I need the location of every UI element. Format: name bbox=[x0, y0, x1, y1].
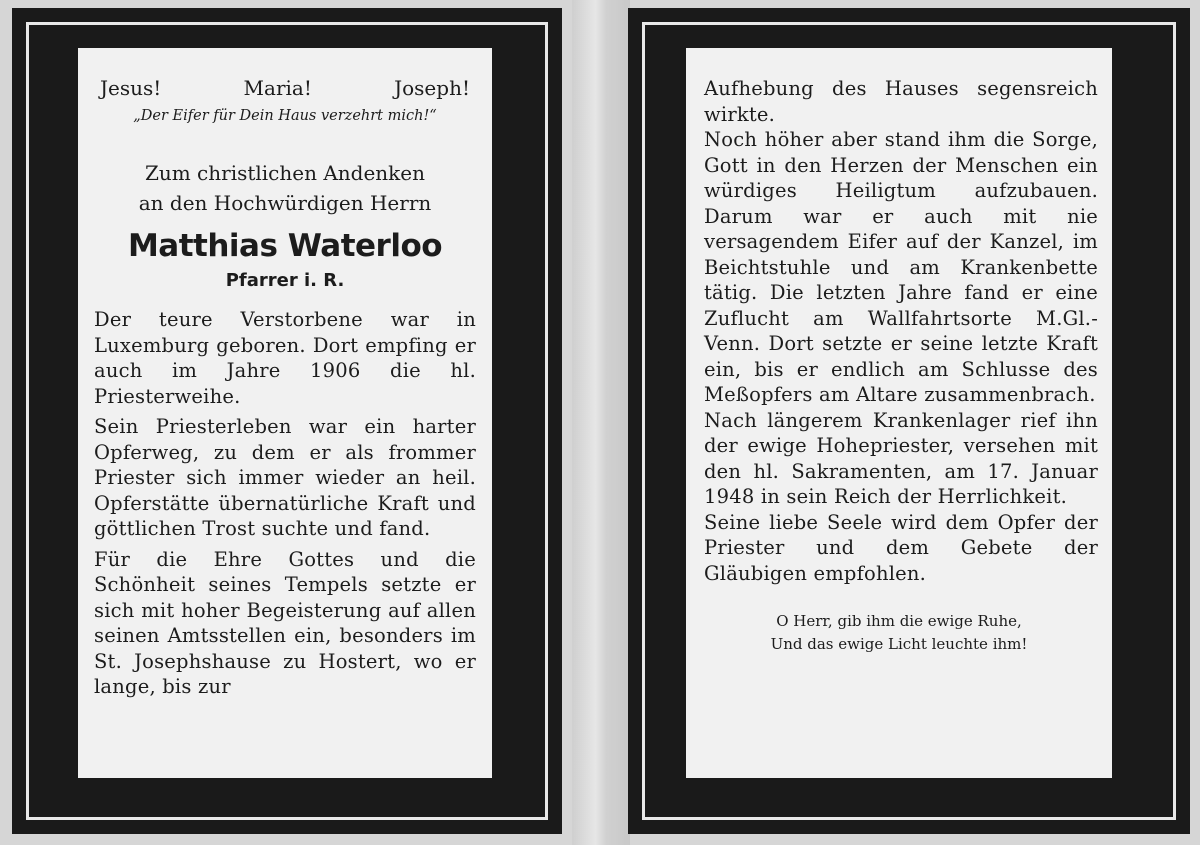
card-text-area bbox=[686, 48, 1112, 778]
invocation-maria: Maria! bbox=[243, 76, 312, 100]
memorial-card-right bbox=[628, 8, 1190, 834]
invocation-joseph: Joseph! bbox=[394, 76, 470, 100]
biography-paragraph: Der teure Verstorbene war in Luxemburg geboren. Dort empfing er auch im Jahre 1906 die hl. Priesterweihe. bbox=[94, 308, 476, 408]
memorial-card-left bbox=[12, 8, 562, 834]
memorial-line-2: an den Hochwürdigen Herrn bbox=[138, 191, 432, 215]
biography-paragraph: Sein Priesterleben war ein harter Opferweg, zu dem er als frommer Priester sich immer wieder an heil. Opferstätte übernatürliche Kraft und göttlichen Trost suchte und fand. bbox=[94, 415, 476, 540]
deceased-title: Pfarrer i. R. bbox=[225, 270, 345, 291]
motto: „Der Eifer für Dein Haus verzehrt mich!“ bbox=[133, 108, 437, 124]
center-fold bbox=[572, 0, 630, 845]
deceased-name: Matthias Waterloo bbox=[127, 228, 443, 264]
biography-paragraph: Für die Ehre Gottes und die Schönheit seines Tempels setzte er sich mit hoher Begeisterung auf allen seinen Amtsstellen ein, besonders im St. Josephshause zu Hostert, wo er lange, bis zur bbox=[94, 547, 476, 698]
biography-paragraph: Noch höher aber stand ihm die Sorge, Gott in den Herzen der Menschen ein würdiges Heiligtum aufzubauen. Darum war er auch mit nie versagendem Eifer auf der Kanzel, im Beichtstuhle und am Krankenbette tätig. Die letzten Jahre fand er eine Zuflucht am Wallfahrtsorte M.Gl.-Venn. Dort setzte er seine letzte Kraft ein, bis er endlich am Schlusse des Meßopfers am Altare zusammenbrach. bbox=[704, 128, 1098, 406]
holy-family-invocation bbox=[100, 76, 470, 100]
biography-paragraph: Seine liebe Seele wird dem Opfer der Priester und dem Gebete der Gläubigen empfohlen. bbox=[704, 510, 1098, 585]
biography-paragraph: Aufhebung des Hauses segensreich wirkte. bbox=[704, 77, 1098, 126]
biography-paragraph: Nach längerem Krankenlager rief ihn der ewige Hohepriester, versehen mit den hl. Sakramenten, am 17. Januar 1948 in sein Reich der Herrlichkeit. bbox=[704, 408, 1098, 508]
prayer-line-2: Und das ewige Licht leuchte ihm! bbox=[770, 635, 1028, 653]
memorial-heading bbox=[78, 158, 492, 218]
closing-prayer bbox=[686, 610, 1112, 656]
memorial-line-1: Zum christlichen Andenken bbox=[144, 161, 426, 185]
prayer-line-1: O Herr, gib ihm die ewige Ruhe, bbox=[776, 612, 1022, 630]
invocation-jesus: Jesus! bbox=[100, 76, 162, 100]
card-text-area bbox=[78, 48, 492, 778]
